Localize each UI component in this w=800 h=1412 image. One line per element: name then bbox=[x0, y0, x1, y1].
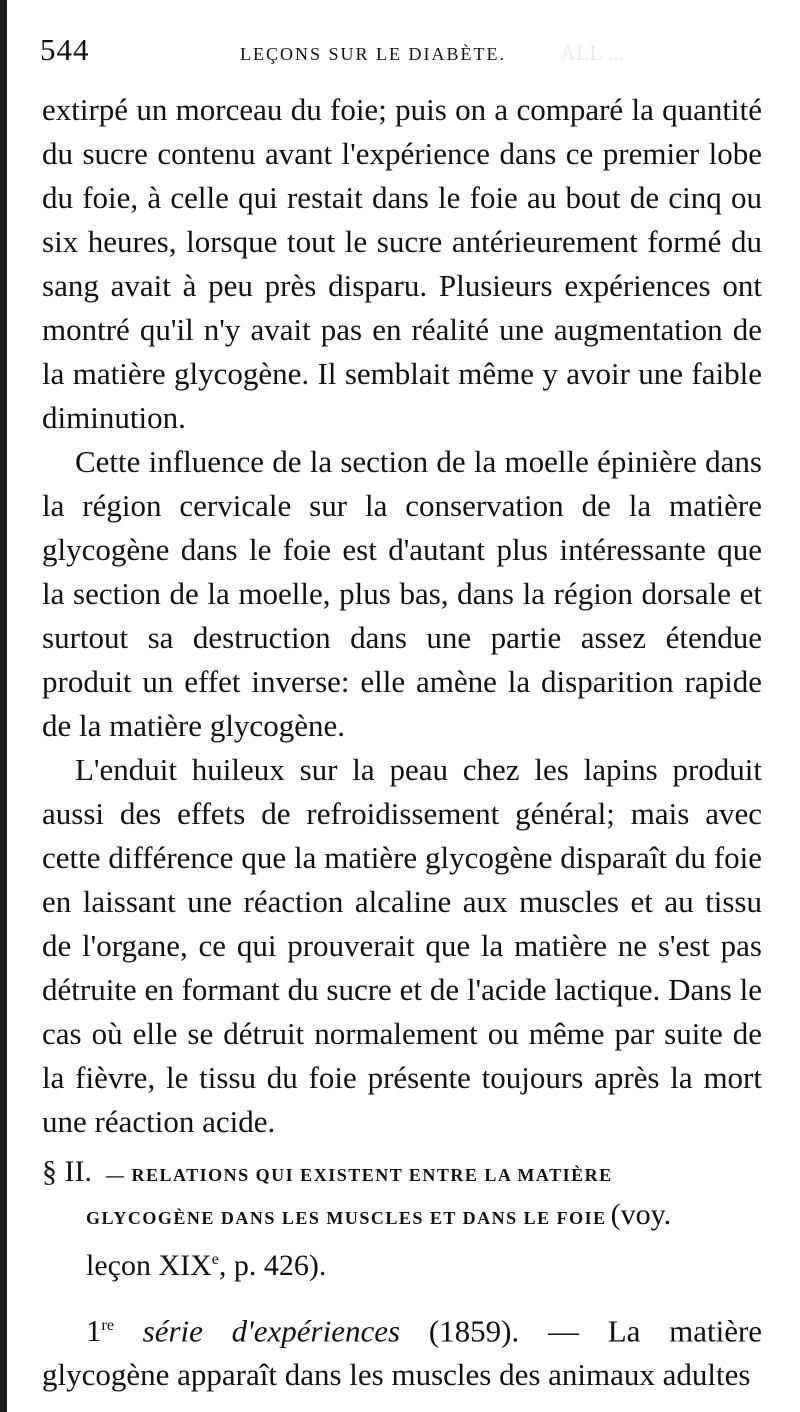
bleed-through-text: ALL ... bbox=[560, 40, 624, 65]
section-title-line-2: GLYCOGÈNE DANS LES MUSCLES ET DANS LE FOIE bbox=[86, 1208, 607, 1228]
series-number: 1 bbox=[86, 1313, 102, 1349]
section-number: § II. bbox=[42, 1155, 92, 1188]
paragraph-1: extirpé un morceau du foie; puis on a comparé la quantité du sucre contenu avant l'expérience dans ce premier lobe du foie, à celle qui restait dans le foie au bout de cinq ou six heures, lorsque tout le sucre antérieurement formé du sang avait à peu près disparu. Plusieurs expériences ont montré qu'il n'y avait pas en réalité une augmentation de la matière glycogène. Il semblait même y avoir une faible diminution. bbox=[42, 92, 762, 435]
series-number-sup: re bbox=[101, 1317, 114, 1334]
series-year: (1859). bbox=[428, 1313, 520, 1349]
series-label: série d'expériences bbox=[142, 1313, 401, 1349]
series-text: — La matière glycogène apparaît dans les muscles des animaux adultes bbox=[42, 1313, 763, 1393]
section-reference bbox=[42, 1240, 762, 1286]
paragraph-3: L'enduit huileux sur la peau chez les lapins produit aussi des effets de refroidissement général; mais avec cette différence que la matière glycogène disparaît du foie en laissant une réaction alcaline aux muscles et au tissu de l'organe, ce qui prouverait que la matière ne s'est pas détruite en formant du sucre et de l'acide lactique. Dans le cas où elle se détruit normalement ou même par suite de la fièvre, le tissu du foie présente toujours après la mort une réaction acide. bbox=[42, 752, 762, 1139]
experiment-series bbox=[42, 1304, 762, 1397]
reference-page: , p. 426). bbox=[218, 1249, 327, 1282]
reference-lesson-sup: e bbox=[211, 1251, 219, 1268]
running-head bbox=[40, 32, 760, 72]
reference-lesson: leçon XIX bbox=[86, 1249, 212, 1282]
body-text bbox=[42, 88, 762, 1144]
paragraph-2: Cette influence de la section de la moelle épinière dans la région cervicale sur la conservation de la matière glycogène dans le foie est d'autant plus intéressante que la section de la moelle, plus bas, dans la région dorsale et surtout sa destruction dans une partie assez étendue produit un effet inverse: elle amène la disparition rapide de la matière glycogène. bbox=[42, 444, 762, 743]
section-see-also: (voy. bbox=[610, 1198, 672, 1231]
running-title: LEÇONS SUR LE DIABÈTE. bbox=[240, 44, 506, 64]
section-title-line-1: — RELATIONS QUI EXISTENT ENTRE LA MATIÈRE bbox=[105, 1165, 613, 1185]
page-edge-shadow bbox=[0, 0, 7, 1412]
section-heading bbox=[42, 1152, 762, 1286]
page-number: 544 bbox=[40, 32, 90, 67]
